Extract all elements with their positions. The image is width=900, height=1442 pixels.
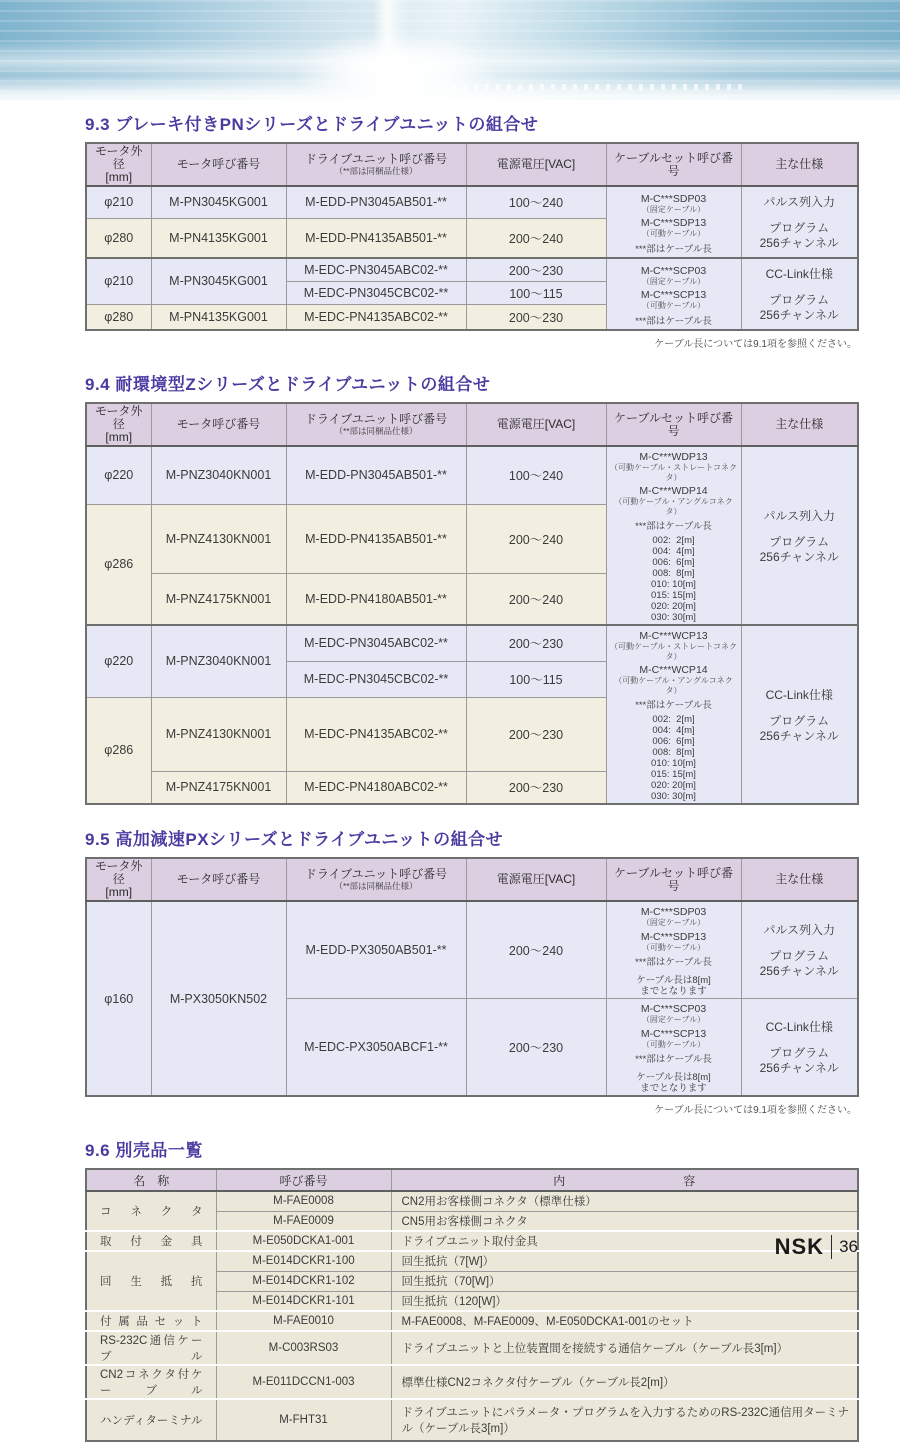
cable-tail-note: ***部はケーブル長: [635, 957, 712, 968]
cell-motor: M-PN4135KG001: [151, 218, 286, 258]
cable-length-list: [609, 714, 739, 802]
cable-code: M-C***SDP03: [640, 906, 707, 918]
cell-volt: 200〜230: [466, 258, 606, 281]
section-9-3-title: 9.3 ブレーキ付きPNシリーズとドライブユニットの組合せ: [85, 115, 539, 134]
spec-line: プログラム: [769, 221, 830, 235]
cell-dia: φ160: [86, 901, 151, 1096]
table-row: [86, 1251, 858, 1271]
table-row: [86, 186, 858, 218]
main-spec-cell: [741, 186, 858, 258]
item-desc: 回生抵抗（120[W]）: [391, 1291, 858, 1311]
cell-motor: M-PN3045KG001: [151, 186, 286, 218]
item-code: M-FHT31: [216, 1399, 391, 1441]
cell-dia: φ286: [86, 697, 151, 804]
cell-drive: M-EDC-PN3045CBC02-**: [286, 281, 466, 304]
item-code: M-E050DCKA1-001: [216, 1231, 391, 1251]
col-header-desc: [391, 1169, 858, 1191]
header-text: モータ外径: [94, 144, 143, 171]
item-desc: 標準仕様CN2コネクタ付ケーブル（ケーブル長2[m]）: [391, 1365, 858, 1399]
table-9-5: [85, 857, 859, 1097]
item-name: 付属品セット: [86, 1311, 216, 1331]
cell-drive: M-EDD-PN3045AB501-**: [286, 186, 466, 218]
table-9-5-header-row: [86, 858, 858, 901]
cable-length-item: 008: 8[m]: [652, 747, 695, 758]
cable-note: （可動ケーブル・アングルコネクタ）: [614, 497, 733, 516]
header-text: 容: [683, 1173, 696, 1188]
cable-set-cell: [606, 186, 741, 258]
cable-length-item: 004: 4[m]: [652, 546, 695, 557]
cable-note-line: までとなります: [640, 986, 707, 997]
spec-line: CC-Link仕様: [765, 687, 833, 702]
header-text: [mm]: [105, 170, 133, 184]
cable-note-line: ケーブル長は8[m]: [636, 1072, 711, 1083]
cable-length-item: 006: 6[m]: [652, 557, 695, 568]
table-row: [86, 1399, 858, 1441]
spec-line: 256チャンネル: [759, 308, 839, 322]
col-header-voltage: 電源電圧[VAC]: [466, 403, 606, 446]
cell-motor: M-PNZ4130KN001: [151, 697, 286, 771]
section-9-5-title: 9.5 高加減速PXシリーズとドライブユニットの組合せ: [85, 830, 504, 849]
cell-motor: M-PNZ4175KN001: [151, 573, 286, 625]
table-row: [86, 446, 858, 504]
cell-drive: M-EDD-PN4180AB501-**: [286, 573, 466, 625]
cell-drive: M-EDC-PN3045ABC02-**: [286, 258, 466, 281]
cell-drive: M-EDC-PN3045ABC02-**: [286, 625, 466, 661]
item-name: CN2コネクタ付ケーブル: [86, 1365, 216, 1399]
table-9-6: [85, 1168, 859, 1442]
col-header-voltage: 電源電圧[VAC]: [466, 143, 606, 186]
spec-line: CC-Link仕様: [765, 267, 833, 281]
item-name: RS-232C通信ケーブル: [86, 1331, 216, 1365]
cable-tail-note: ***部はケーブル長: [635, 315, 712, 327]
header-text: ドライブユニット呼び番号: [304, 152, 448, 166]
cell-drive: M-EDC-PN3045CBC02-**: [286, 661, 466, 697]
cable-length-item: 002: 2[m]: [652, 535, 695, 546]
cell-motor: M-PN3045KG001: [151, 258, 286, 304]
table-9-3: [85, 142, 859, 331]
col-header-main-spec: 主な仕様: [741, 143, 858, 186]
nsk-logo: NSK: [774, 1234, 825, 1259]
header-subtext: （**部は同梱品仕様）: [334, 426, 418, 436]
item-desc: CN2用お客様側コネクタ（標準仕様）: [391, 1191, 858, 1211]
cable-length-item: 030: 30[m]: [651, 791, 696, 802]
cable-max-length-note: [609, 975, 739, 997]
col-header-drive-no: [286, 143, 466, 186]
cable-code: M-C***SDP13: [640, 217, 707, 229]
item-code: M-E014DCKR1-102: [216, 1271, 391, 1291]
cell-motor: M-PNZ4130KN001: [151, 504, 286, 573]
item-desc: CN5用お客様側コネクタ: [391, 1211, 858, 1231]
cell-drive: M-EDC-PN4180ABC02-**: [286, 771, 466, 804]
cell-motor: M-PN4135KG001: [151, 304, 286, 330]
cable-tail-note: ***部はケーブル長: [635, 243, 712, 255]
col-header-motor-no: モータ呼び番号: [151, 403, 286, 446]
cable-code: M-C***WCP13: [639, 630, 708, 642]
col-header-cable-set: ケーブルセット呼び番号: [606, 143, 741, 186]
cable-set-cell: [606, 258, 741, 330]
cable-note-line: ケーブル長は8[m]: [636, 975, 711, 986]
main-spec-cell: [741, 901, 858, 999]
cable-code: M-C***SCP03: [640, 1003, 707, 1015]
col-header-main-spec: 主な仕様: [741, 403, 858, 446]
cell-drive: M-EDC-PN4135ABC02-**: [286, 304, 466, 330]
cable-code: M-C***WCP14: [639, 664, 708, 676]
header-subtext: （**部は同梱品仕様）: [334, 881, 418, 891]
col-header-motor-dia: [86, 403, 151, 446]
cable-tail-note: ***部はケーブル長: [635, 700, 712, 711]
cable-tail-note: ***部はケーブル長: [635, 521, 712, 532]
col-header-motor-no: モータ呼び番号: [151, 858, 286, 901]
cable-note: （固定ケーブル）: [641, 1015, 706, 1024]
cable-code: M-C***SDP03: [640, 192, 707, 205]
col-header-cable-set: ケーブルセット呼び番号: [606, 403, 741, 446]
cable-code: M-C***SCP13: [640, 1027, 707, 1040]
table-row: [86, 1311, 858, 1331]
col-header-name: 名 称: [86, 1169, 216, 1191]
spec-line: プログラム: [769, 1046, 830, 1060]
cable-length-item: 010: 10[m]: [651, 758, 696, 769]
cell-drive: M-EDC-PN4135ABC02-**: [286, 697, 466, 771]
cable-note-line: までとなります: [640, 1083, 707, 1094]
main-spec-cell: [741, 999, 858, 1097]
cable-length-item: 006: 6[m]: [652, 736, 695, 747]
cable-note: （可動ケーブル・ストレートコネクタ）: [610, 642, 737, 661]
cell-dia: φ220: [86, 446, 151, 504]
cable-note: （可動ケーブル）: [641, 301, 706, 310]
item-code: M-FAE0009: [216, 1211, 391, 1231]
table-row: [86, 1331, 858, 1365]
cell-motor: M-PNZ3040KN001: [151, 446, 286, 504]
item-desc: 回生抵抗（7[W]）: [391, 1251, 858, 1271]
spec-line: 256チャンネル: [759, 1061, 839, 1075]
section-9-4-title: 9.4 耐環境型Zシリーズとドライブユニットの組合せ: [85, 375, 491, 394]
col-header-main-spec: 主な仕様: [741, 858, 858, 901]
table-row: [86, 901, 858, 999]
spec-line: パルス列入力: [763, 508, 836, 523]
item-code: M-FAE0008: [216, 1191, 391, 1211]
cable-length-item: 008: 8[m]: [652, 568, 695, 579]
cell-volt: 200〜240: [466, 218, 606, 258]
cell-dia: φ280: [86, 218, 151, 258]
table-row: [86, 258, 858, 281]
cable-length-item: 015: 15[m]: [651, 769, 696, 780]
cell-volt: 200〜230: [466, 999, 606, 1097]
cell-drive: M-EDD-PN4135AB501-**: [286, 504, 466, 573]
header-text: 内: [553, 1173, 566, 1188]
spec-line: 256チャンネル: [759, 964, 839, 978]
header-text: ドライブユニット呼び番号: [304, 867, 448, 881]
item-desc: M-FAE0008、M-FAE0009、M-E050DCKA1-001のセット: [391, 1311, 858, 1331]
main-spec-cell: [741, 625, 858, 804]
col-header-cable-set: ケーブルセット呼び番号: [606, 858, 741, 901]
cable-max-length-note: [609, 1072, 739, 1094]
spec-line: CC-Link仕様: [765, 1020, 833, 1034]
cable-length-list: [609, 535, 739, 623]
cable-code: M-C***WDP13: [639, 451, 708, 463]
cable-code: M-C***SCP03: [640, 264, 707, 277]
cable-set-cell: [606, 999, 741, 1097]
table-row: [86, 625, 858, 661]
header-text: モータ外径: [94, 859, 143, 886]
item-code: M-E014DCKR1-100: [216, 1251, 391, 1271]
cell-dia: φ286: [86, 504, 151, 625]
item-desc: ドライブユニット取付金具: [391, 1231, 858, 1251]
cell-drive: M-EDD-PN4135AB501-**: [286, 218, 466, 258]
page-content: [0, 100, 900, 1442]
footer-divider: [831, 1235, 832, 1259]
table-9-3-header-row: [86, 143, 858, 186]
table-9-4-header-row: [86, 403, 858, 446]
cell-drive: M-EDD-PN3045AB501-**: [286, 446, 466, 504]
page-number: 36: [839, 1237, 858, 1256]
cell-volt: 200〜240: [466, 573, 606, 625]
table-9-6-header-row: [86, 1169, 858, 1191]
cable-note: （可動ケーブル・ストレートコネクタ）: [610, 463, 737, 482]
cable-note: （可動ケーブル）: [641, 229, 706, 238]
item-code: M-FAE0010: [216, 1311, 391, 1331]
item-code: M-E014DCKR1-101: [216, 1291, 391, 1311]
cable-length-item: 010: 10[m]: [651, 579, 696, 590]
cell-volt: 200〜230: [466, 771, 606, 804]
cell-volt: 100〜240: [466, 186, 606, 218]
cable-note: （固定ケーブル）: [641, 276, 706, 286]
cable-length-note: ケーブル長については9.1項を参照ください。: [654, 339, 857, 350]
item-desc: ドライブユニットにパラメータ・プログラムを入力するためのRS-232C通信用ターミナル（ケーブル長3[m]）: [391, 1399, 858, 1441]
main-spec-cell: [741, 446, 858, 625]
cell-volt: 100〜240: [466, 446, 606, 504]
col-header-code: 呼び番号: [216, 1169, 391, 1191]
item-desc: ドライブユニットと上位装置間を接続する通信ケーブル（ケーブル長3[m]）: [391, 1331, 858, 1365]
header-text: [mm]: [105, 885, 133, 899]
cable-set-cell: [606, 625, 741, 804]
item-code: M-E011DCCN1-003: [216, 1365, 391, 1399]
page-header-banner: [0, 0, 900, 100]
cable-code: M-C***SCP13: [640, 289, 707, 301]
cable-code: M-C***SDP13: [640, 930, 707, 943]
spec-line: プログラム: [769, 534, 830, 549]
spec-line: 256チャンネル: [759, 728, 839, 743]
spec-line: プログラム: [769, 713, 830, 728]
cable-note: （可動ケーブル・アングルコネクタ）: [614, 676, 733, 695]
col-header-drive-no: [286, 858, 466, 901]
cell-motor: M-PNZ4175KN001: [151, 771, 286, 804]
cell-volt: 100〜115: [466, 281, 606, 304]
cable-length-item: 004: 4[m]: [652, 725, 695, 736]
cell-dia: φ220: [86, 625, 151, 697]
item-name: 取付金具: [86, 1231, 216, 1251]
spec-line: パルス列入力: [763, 195, 836, 209]
cable-tail-note: ***部はケーブル長: [635, 1054, 712, 1065]
table-row: [86, 1365, 858, 1399]
cell-volt: 200〜230: [466, 625, 606, 661]
cable-length-item: 002: 2[m]: [652, 714, 695, 725]
header-text: モータ外径: [94, 404, 143, 431]
cell-drive: M-EDC-PX3050ABCF1-**: [286, 999, 466, 1097]
item-desc: 回生抵抗（70[W]）: [391, 1271, 858, 1291]
cell-drive: M-EDD-PX3050AB501-**: [286, 901, 466, 999]
item-code: M-C003RS03: [216, 1331, 391, 1365]
cable-set-cell: [606, 901, 741, 999]
col-header-voltage: 電源電圧[VAC]: [466, 858, 606, 901]
section-9-6-title: 9.6 別売品一覧: [85, 1141, 203, 1160]
cable-note: （固定ケーブル）: [641, 204, 706, 214]
cell-volt: 200〜240: [466, 901, 606, 999]
col-header-motor-dia: [86, 858, 151, 901]
cable-length-item: 020: 20[m]: [651, 780, 696, 791]
spec-line: プログラム: [769, 949, 830, 963]
page-footer: [775, 1234, 858, 1260]
cable-length-item: 020: 20[m]: [651, 601, 696, 612]
banner-flare-marks: [452, 84, 742, 90]
spec-line: 256チャンネル: [759, 549, 839, 564]
item-name: ハンディターミナル: [86, 1399, 216, 1441]
cable-code: M-C***WDP14: [639, 485, 708, 497]
item-name: 回生抵抗: [86, 1251, 216, 1311]
cell-dia: φ280: [86, 304, 151, 330]
cable-set-cell: [606, 446, 741, 625]
cell-motor: M-PNZ3040KN001: [151, 625, 286, 697]
table-9-4: [85, 402, 859, 805]
header-text: ドライブユニット呼び番号: [304, 412, 448, 426]
table-row: [86, 1191, 858, 1211]
cell-volt: 100〜115: [466, 661, 606, 697]
cell-motor: M-PX3050KN502: [151, 901, 286, 1096]
spec-line: パルス列入力: [763, 923, 836, 937]
spec-line: プログラム: [769, 293, 830, 307]
cable-length-note: ケーブル長については9.1項を参照ください。: [654, 1105, 857, 1116]
header-subtext: （**部は同梱品仕様）: [334, 166, 418, 176]
cell-volt: 200〜230: [466, 697, 606, 771]
main-spec-cell: [741, 258, 858, 330]
item-name: コネクタ: [86, 1191, 216, 1231]
cable-note: （可動ケーブル）: [641, 942, 706, 952]
cell-volt: 200〜240: [466, 504, 606, 573]
cable-note: （可動ケーブル）: [641, 1039, 706, 1049]
col-header-motor-no: モータ呼び番号: [151, 143, 286, 186]
col-header-drive-no: [286, 403, 466, 446]
col-header-motor-dia: [86, 143, 151, 186]
cable-note: （固定ケーブル）: [641, 918, 706, 927]
spec-line: 256チャンネル: [759, 236, 839, 250]
header-text: [mm]: [105, 430, 133, 444]
table-row: [86, 1231, 858, 1251]
cell-dia: φ210: [86, 258, 151, 304]
cable-length-item: 030: 30[m]: [651, 612, 696, 623]
cable-length-item: 015: 15[m]: [651, 590, 696, 601]
cell-dia: φ210: [86, 186, 151, 218]
cell-volt: 200〜230: [466, 304, 606, 330]
